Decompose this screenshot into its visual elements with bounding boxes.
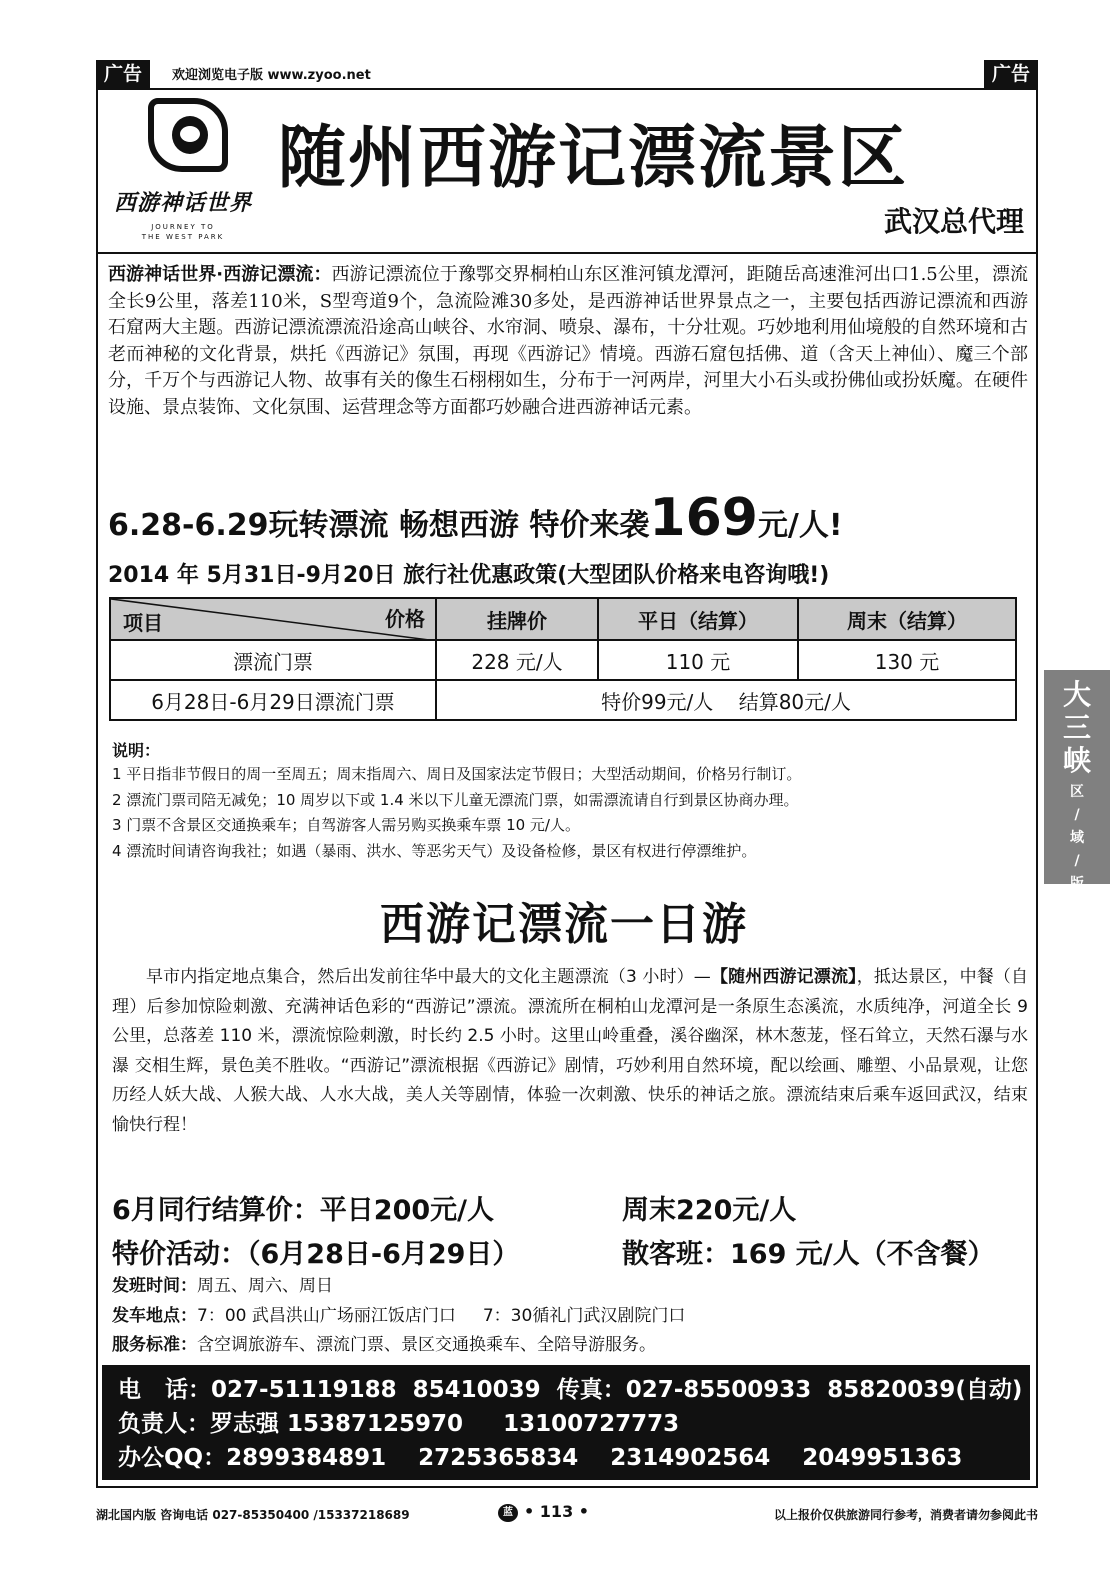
logo-name: 西游神话世界 <box>113 190 252 216</box>
fax-label: 传真： <box>556 1377 626 1403</box>
special-item: 6月28日-6月29日漂流门票 <box>110 680 436 720</box>
col-list-price: 挂牌价 <box>436 598 598 640</box>
contact-box <box>102 1365 1030 1480</box>
row-weekend: 130 元 <box>798 640 1016 680</box>
tour-desc-part1: 早市内指定地点集合，然后出发前往华中最大的文化主题漂流（3 小时）— <box>146 967 711 987</box>
price-table <box>109 597 1017 721</box>
tour-desc-part2: ，抵达景区，中餐（自理）后参加惊险刺激、充满神话色彩的“西游记”漂流。漂流所在桐柏山龙潭河是一条原生态溪流，水质纯净，河道全长 9 公里，总落差 110 米，漂流惊险刺激，时长约 2.5 小时。这里山岭重叠，溪谷幽深，林木葱茏，怪石耸立，天然石瀑与水瀑 交相生辉，景色美不胜收。“西游记”漂流根据《西游记》剧情，巧妙利用自然环境，配以绘画、雕塑、小品景观，让您历经人妖大战、人猴大战、人水大战，美人关等剧情，体验一次刺激、快乐的神话之旅。漂流结束后乘车返回武汉，结束愉快行程！ <box>112 967 1029 1135</box>
row-list-price: 228 元/人 <box>436 640 598 680</box>
settle-weekend: 周末220元/人 <box>622 1195 797 1226</box>
promo-headline <box>108 488 843 548</box>
phone-numbers: 027-51119188 85410039 <box>211 1377 541 1403</box>
page-emblem-icon: 蓝 <box>498 1504 518 1522</box>
logo-subtitle: JOURNEY TO THE WEST PARK <box>141 223 225 241</box>
footer-left: 湖北国内版 咨询电话 027-85350400 /15337218689 <box>96 1508 410 1522</box>
header-item-price <box>110 598 436 640</box>
manager-value: 罗志强 15387125970 13100727773 <box>210 1411 680 1437</box>
side-tab-main: 大 三 峡 <box>1062 678 1091 777</box>
schedule-days: 发班时间：周五、周六、周日 <box>112 1276 333 1296</box>
ad-label-right: 广告 <box>984 60 1038 88</box>
days-value: 周五、周六、周日 <box>197 1276 333 1296</box>
policy-line: 2014 年 5月31日-9月20日 旅行社优惠政策(大型团队价格来电咨询哦!) <box>108 563 830 588</box>
location-label: 发车地点 <box>112 1306 180 1326</box>
page-footer <box>96 1502 1038 1524</box>
table-header-row <box>110 598 1016 640</box>
settle-weekday: 6月同行结算价：平日200元/人 <box>112 1195 495 1226</box>
service-label: 服务标准 <box>112 1335 180 1355</box>
location-value: 7：00 武昌洪山广场丽江饭店门口 7：30循礼门武汉剧院门口 <box>197 1306 686 1326</box>
special-dates: 特价活动：（6月28日-6月29日） <box>112 1239 520 1270</box>
footer-right: 以上报价仅供旅游同行参考，消费者请勿参阅此书 <box>773 1508 1038 1522</box>
note-item: 1 平日指非节假日的周一至周五；周末指周六、周日及国家法定节假日；大型活动期间，价格另行制订。 <box>112 765 802 783</box>
table-row-special <box>110 680 1016 720</box>
contact-phone-line <box>118 1373 1030 1407</box>
row-item: 漂流门票 <box>110 640 436 680</box>
special-price: 特价99元/人 结算80元/人 <box>436 680 1016 720</box>
note-item: 2 漂流门票司陪无减免；10 周岁以下或 1.4 米以下儿童无漂流门票，如需漂流请自行到景区协商办理。 <box>112 790 799 809</box>
intro-lead: 西游神话世界·西游记漂流： <box>108 264 332 285</box>
qq-label: 办公QQ： <box>118 1445 227 1471</box>
park-logo <box>108 98 258 248</box>
days-label: 发班时间 <box>112 1276 180 1296</box>
header-item: 项目 <box>123 611 163 635</box>
ad-label-left: 广告 <box>96 60 150 88</box>
tour-description <box>112 963 1028 1140</box>
special-price-line: 散客班：169 元/人（不含餐） <box>622 1239 995 1270</box>
service-value: 含空调旅游车、漂流门票、景区交通换乘车、全陪导游服务。 <box>197 1335 656 1355</box>
service-standard: 服务标准：含空调旅游车、漂流门票、景区交通换乘车、全陪导游服务。 <box>112 1335 656 1355</box>
schedule-location: 发车地点：7：00 武昌洪山广场丽江饭店门口 7：30循礼门武汉剧院门口 <box>112 1306 686 1326</box>
page-number <box>498 1502 589 1522</box>
tour-highlight: 【随州西游记漂流】 <box>710 967 857 987</box>
table-row <box>110 640 1016 680</box>
intro-body: 西游记漂流位于豫鄂交界桐柏山东区淮河镇龙潭河，距随岳高速淮河出口1.5公里，漂流全长9公里，落差110米，S型弯道9个，急流险滩30多处，是西游神话世界景点之一，主要包括西游记漂流和西游石窟两大主题。西游记漂流漂流沿途高山峡谷、水帘洞、喷泉、瀑布，十分壮观。巧妙地利用仙境般的自然环境和古老而神秘的文化背景，烘托《西游记》氛围，再现《西游记》情境。西游石窟包括佛、道（含天上神仙）、魔三个部分，千万个与西游记人物、故事有关的像生石栩栩如生，分布于一河两岸，河里大小石头或扮佛仙或扮妖魔。在硬件设施、景点装饰、文化氛围、运营理念等方面都巧妙融合进西游神话元素。 <box>108 264 1028 418</box>
promo-unit: 元/人! <box>757 508 843 543</box>
note-item: 4 漂流时间请咨询我社；如遇（暴雨、洪水、等恶劣天气）及设备检修，景区有权进行停漂维护。 <box>112 841 757 860</box>
region-side-tab <box>1044 670 1110 892</box>
fax-numbers: 027-85500933 85820039(自动) <box>625 1377 1023 1403</box>
note-item: 3 门票不含景区交通换乘车；自驾游客人需另购买换乘车票 10 元/人。 <box>112 816 580 834</box>
row-weekday: 110 元 <box>598 640 798 680</box>
side-tab-sub: 区 / 域 / 版 <box>1070 784 1084 892</box>
manager-label: 负责人： <box>118 1411 210 1437</box>
agent-label: 武汉总代理 <box>883 205 1024 238</box>
tour-title: 西游记漂流一日游 <box>380 899 748 950</box>
contact-qq-line <box>118 1441 1030 1475</box>
phone-label: 电 话： <box>118 1377 212 1403</box>
promo-text: 6.28-6.29玩转漂流 畅想西游 特价来袭 <box>108 508 650 543</box>
intro-paragraph <box>108 262 1028 421</box>
page-title: 随州西游记漂流景区 <box>278 119 909 198</box>
special-line <box>112 1232 995 1271</box>
promo-price: 169 <box>649 488 758 548</box>
top-bar <box>96 60 1038 90</box>
col-weekday: 平日（结算） <box>598 598 798 640</box>
col-weekend: 周末（结算） <box>798 598 1016 640</box>
notes-title: 说明： <box>112 741 161 760</box>
divider <box>96 252 1038 254</box>
qq-values: 2899384891 2725365834 2314902564 2049951363 <box>226 1445 963 1471</box>
settlement-line <box>112 1188 796 1227</box>
page-number-text: • 113 • <box>524 1502 589 1521</box>
monkey-logo-icon <box>148 98 228 172</box>
notes-list <box>112 762 1032 864</box>
header-price: 价格 <box>385 607 425 631</box>
site-text: 欢迎浏览电子版 www.zyoo.net <box>172 68 371 83</box>
contact-manager-line <box>118 1407 1030 1441</box>
